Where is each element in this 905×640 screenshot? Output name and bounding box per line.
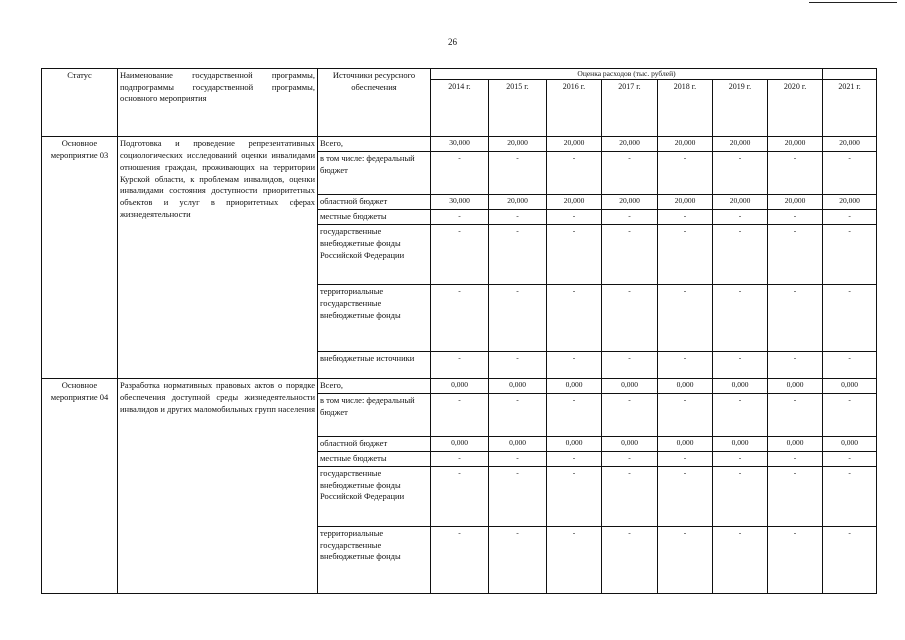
source-label-cell: государственные внебюджетные фонды Российской Федерации [318, 466, 431, 526]
value-cell: - [658, 225, 713, 285]
rows-body [42, 137, 877, 593]
source-label-cell: в том числе: федеральный бюджет [318, 393, 431, 436]
value-cell: - [489, 225, 547, 285]
value-cell: 0,000 [547, 436, 602, 451]
value-cell: - [547, 526, 602, 593]
header-status: Статус [42, 69, 118, 137]
value-cell: - [768, 152, 823, 195]
value-cell: - [823, 526, 877, 593]
value-cell: 0,000 [431, 379, 489, 394]
value-cell: - [768, 451, 823, 466]
value-cell: 0,000 [713, 379, 768, 394]
value-cell: - [768, 210, 823, 225]
value-cell: - [713, 526, 768, 593]
value-cell: - [713, 466, 768, 526]
value-cell: - [431, 393, 489, 436]
source-label-cell: внебюджетные источники [318, 352, 431, 379]
value-cell: - [713, 285, 768, 352]
value-cell: 0,000 [602, 436, 658, 451]
value-cell: - [658, 210, 713, 225]
value-cell: 0,000 [658, 379, 713, 394]
value-cell: - [602, 352, 658, 379]
header-source: Источники ресурсного обеспечения [318, 69, 431, 137]
value-cell: - [431, 526, 489, 593]
value-cell: 0,000 [768, 436, 823, 451]
measure-name-cell: Подготовка и проведение репрезентативных социологических исследований оценки инвалидами отношения граждан, проживающих на территории Курской области, к проблемам инвалидов, оценки инвалидами состояния доступности приоритетных объектов и услуг в приоритетных сферах жизнедеятельности [118, 137, 318, 379]
value-cell: 0,000 [823, 379, 877, 394]
value-cell: - [823, 451, 877, 466]
value-cell: - [658, 526, 713, 593]
header-year: 2016 г. [547, 80, 602, 137]
value-cell: 0,000 [547, 379, 602, 394]
value-cell: - [547, 152, 602, 195]
value-cell: 30,000 [431, 137, 489, 152]
value-cell: 20,000 [713, 137, 768, 152]
value-cell: - [602, 451, 658, 466]
value-cell: - [823, 352, 877, 379]
value-cell: - [602, 466, 658, 526]
header-name: Наименование государственной программы, подпрограммы государственной программы, основного мероприятия [118, 69, 318, 137]
value-cell: - [431, 152, 489, 195]
value-cell: - [489, 393, 547, 436]
value-cell: - [431, 352, 489, 379]
value-cell: - [768, 225, 823, 285]
value-cell: 0,000 [713, 436, 768, 451]
value-cell: - [768, 393, 823, 436]
value-cell: - [713, 225, 768, 285]
value-cell: - [489, 210, 547, 225]
header-year: 2018 г. [658, 80, 713, 137]
header-cost-estimate: Оценка расходов (тыс. рублей) [431, 69, 823, 80]
value-cell: - [768, 352, 823, 379]
value-cell: - [489, 152, 547, 195]
status-cell: Основное мероприятие 03 [42, 137, 118, 379]
value-cell: 20,000 [547, 195, 602, 210]
value-cell: - [602, 526, 658, 593]
value-cell: - [547, 466, 602, 526]
value-cell: 20,000 [768, 137, 823, 152]
value-cell: 20,000 [823, 195, 877, 210]
value-cell: 20,000 [823, 137, 877, 152]
value-cell: - [547, 352, 602, 379]
value-cell: 20,000 [768, 195, 823, 210]
value-cell: 20,000 [658, 195, 713, 210]
source-row [42, 379, 877, 394]
value-cell: - [823, 225, 877, 285]
value-cell: - [823, 285, 877, 352]
value-cell: - [602, 210, 658, 225]
source-row [42, 137, 877, 152]
value-cell: - [658, 466, 713, 526]
value-cell: - [658, 393, 713, 436]
value-cell: 20,000 [602, 137, 658, 152]
value-cell: - [602, 152, 658, 195]
header-cost-estimate-end [823, 69, 877, 80]
header-year: 2017 г. [602, 80, 658, 137]
value-cell: 0,000 [431, 436, 489, 451]
value-cell: - [823, 210, 877, 225]
value-cell: 0,000 [823, 436, 877, 451]
measure-name-cell: Разработка нормативных правовых актов о порядке обеспечения доступной среды жизнедеятельности инвалидов и других маломобильных групп населения [118, 379, 318, 594]
corner-rule [809, 2, 897, 3]
value-cell: - [713, 393, 768, 436]
value-cell: - [431, 210, 489, 225]
value-cell: - [547, 285, 602, 352]
source-label-cell: территориальные государственные внебюджетные фонды [318, 285, 431, 352]
value-cell: - [713, 352, 768, 379]
value-cell: - [431, 466, 489, 526]
source-label-cell: государственные внебюджетные фонды Российской Федерации [318, 225, 431, 285]
value-cell: - [431, 225, 489, 285]
value-cell: 0,000 [489, 436, 547, 451]
value-cell: 20,000 [713, 195, 768, 210]
value-cell: - [547, 225, 602, 285]
value-cell: - [547, 393, 602, 436]
value-cell: - [823, 393, 877, 436]
value-cell: - [489, 526, 547, 593]
source-label-cell: Всего, [318, 379, 431, 394]
value-cell: - [658, 451, 713, 466]
value-cell: 0,000 [658, 436, 713, 451]
value-cell: - [431, 451, 489, 466]
value-cell: - [768, 526, 823, 593]
value-cell: - [658, 285, 713, 352]
header-row [42, 69, 877, 80]
value-cell: - [602, 285, 658, 352]
value-cell: 20,000 [489, 195, 547, 210]
budget-table [41, 68, 877, 594]
page-number: 26 [448, 37, 457, 47]
value-cell: - [547, 451, 602, 466]
source-label-cell: Всего, [318, 137, 431, 152]
value-cell: - [823, 152, 877, 195]
value-cell: - [547, 210, 602, 225]
source-label-cell: местные бюджеты [318, 451, 431, 466]
value-cell: - [489, 352, 547, 379]
status-cell: Основное мероприятие 04 [42, 379, 118, 594]
value-cell: 20,000 [658, 137, 713, 152]
value-cell: 0,000 [602, 379, 658, 394]
value-cell: - [489, 451, 547, 466]
value-cell: - [823, 466, 877, 526]
value-cell: - [602, 225, 658, 285]
value-cell: - [713, 152, 768, 195]
value-cell: 20,000 [489, 137, 547, 152]
value-cell: - [431, 285, 489, 352]
header-year: 2020 г. [768, 80, 823, 137]
source-label-cell: областной бюджет [318, 436, 431, 451]
value-cell: - [489, 466, 547, 526]
source-label-cell: территориальные государственные внебюджетные фонды [318, 526, 431, 593]
header-year: 2014 г. [431, 80, 489, 137]
value-cell: 0,000 [489, 379, 547, 394]
value-cell: - [658, 152, 713, 195]
source-label-cell: областной бюджет [318, 195, 431, 210]
header-year: 2019 г. [713, 80, 768, 137]
value-cell: 30,000 [431, 195, 489, 210]
value-cell: - [658, 352, 713, 379]
value-cell: - [768, 285, 823, 352]
value-cell: - [602, 393, 658, 436]
value-cell: - [768, 466, 823, 526]
value-cell: 20,000 [547, 137, 602, 152]
value-cell: - [713, 451, 768, 466]
value-cell: 20,000 [602, 195, 658, 210]
header-year: 2015 г. [489, 80, 547, 137]
value-cell: - [713, 210, 768, 225]
value-cell: 0,000 [768, 379, 823, 394]
header-year: 2021 г. [823, 80, 877, 137]
source-label-cell: местные бюджеты [318, 210, 431, 225]
value-cell: - [489, 285, 547, 352]
source-label-cell: в том числе: федеральный бюджет [318, 152, 431, 195]
